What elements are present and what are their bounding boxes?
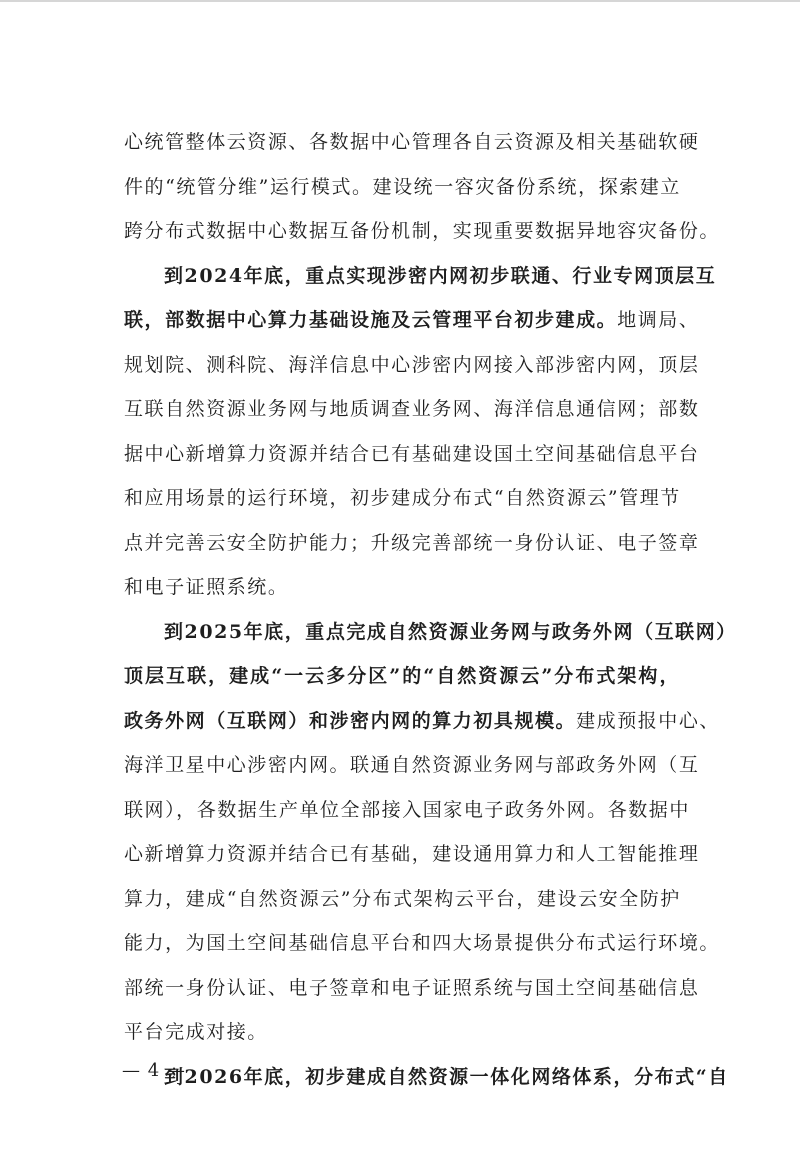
page-number: — 4 — bbox=[122, 1060, 186, 1081]
text-line bbox=[124, 254, 717, 299]
text-line bbox=[124, 654, 680, 699]
line-text: 建成预报中心、 bbox=[576, 709, 720, 732]
text-line bbox=[124, 387, 700, 432]
line-text: 和应用场景的运行环境，初步建成分布式“自然资源云”管理节 bbox=[124, 487, 681, 509]
text-line bbox=[124, 743, 700, 788]
text-line bbox=[124, 877, 680, 922]
text-line bbox=[124, 120, 700, 165]
lead-text: 到2026年底，初步建成自然资源一体化网络体系，分布式“自 bbox=[164, 1065, 729, 1088]
lead-text: 顶层互联，建成“一云多分区”的“自然资源云”分布式架构， bbox=[124, 665, 680, 687]
text-line bbox=[124, 298, 700, 343]
line-text: 点并完善云安全防护能力；升级完善部统一身份认证、电子签章 bbox=[124, 531, 700, 554]
text-line bbox=[124, 832, 700, 877]
line-text: 心统管整体云资源、各数据中心管理各自云资源及相关基础软硬 bbox=[124, 131, 700, 153]
text-line bbox=[124, 209, 720, 254]
text-line bbox=[124, 1055, 729, 1100]
line-text: 件的“统管分维”运行模式。建设统一容灾备份系统，探索建立 bbox=[124, 175, 681, 198]
text-line bbox=[124, 1010, 680, 1055]
line-text: 能力，为国土空间基础信息平台和四大场景提供分布式运行环境。 bbox=[124, 932, 720, 954]
text-line bbox=[124, 476, 680, 521]
line-text: 规划院、测科院、海洋信息中心涉密内网接入部涉密内网，顶层 bbox=[124, 353, 700, 376]
text-line bbox=[124, 699, 720, 744]
line-text: 部统一身份认证、电子签章和电子证照系统与国土空间基础信息 bbox=[124, 976, 700, 999]
text-line bbox=[124, 521, 700, 566]
lead-text: 到2024年底，重点实现涉密内网初步联通、行业专网顶层互 bbox=[164, 264, 717, 287]
lead-text: 到2025年底，重点完成自然资源业务网与政务外网（互联网） bbox=[164, 620, 737, 643]
text-line bbox=[124, 165, 680, 210]
line-text: 跨分布式数据中心数据互备份机制，实现重要数据异地容灾备份。 bbox=[124, 220, 720, 242]
text-line bbox=[124, 432, 700, 477]
line-text: 算力，建成“自然资源云”分布式架构云平台，建设云安全防护 bbox=[124, 887, 681, 910]
top-border-line bbox=[0, 0, 800, 2]
lead-text: 联，部数据中心算力基础设施及云管理平台初步建成。 bbox=[124, 309, 618, 331]
line-text: 平台完成对接。 bbox=[124, 1021, 268, 1043]
body-text bbox=[124, 120, 737, 1099]
line-text: 据中心新增算力资源并结合已有基础建设国土空间基础信息平台 bbox=[124, 442, 700, 465]
text-line bbox=[124, 565, 680, 610]
line-text: 互联自然资源业务网与地质调查业务网、海洋信息通信网；部数 bbox=[124, 398, 700, 420]
line-text: 心新增算力资源并结合已有基础，建设通用算力和人工智能推理 bbox=[124, 843, 700, 865]
text-line bbox=[124, 610, 737, 655]
line-text: 地调局、 bbox=[617, 309, 700, 331]
text-line bbox=[124, 788, 690, 833]
line-text: 联网），各数据生产单位全部接入国家电子政务外网。各数据中 bbox=[124, 798, 690, 821]
lead-text: 政务外网（互联网）和涉密内网的算力初具规模。 bbox=[124, 709, 577, 732]
text-line bbox=[124, 343, 700, 388]
line-text: 海洋卫星中心涉密内网。联通自然资源业务网与部政务外网（互 bbox=[124, 754, 700, 776]
line-text: 和电子证照系统。 bbox=[124, 576, 289, 598]
text-line bbox=[124, 921, 720, 966]
text-line bbox=[124, 966, 700, 1011]
